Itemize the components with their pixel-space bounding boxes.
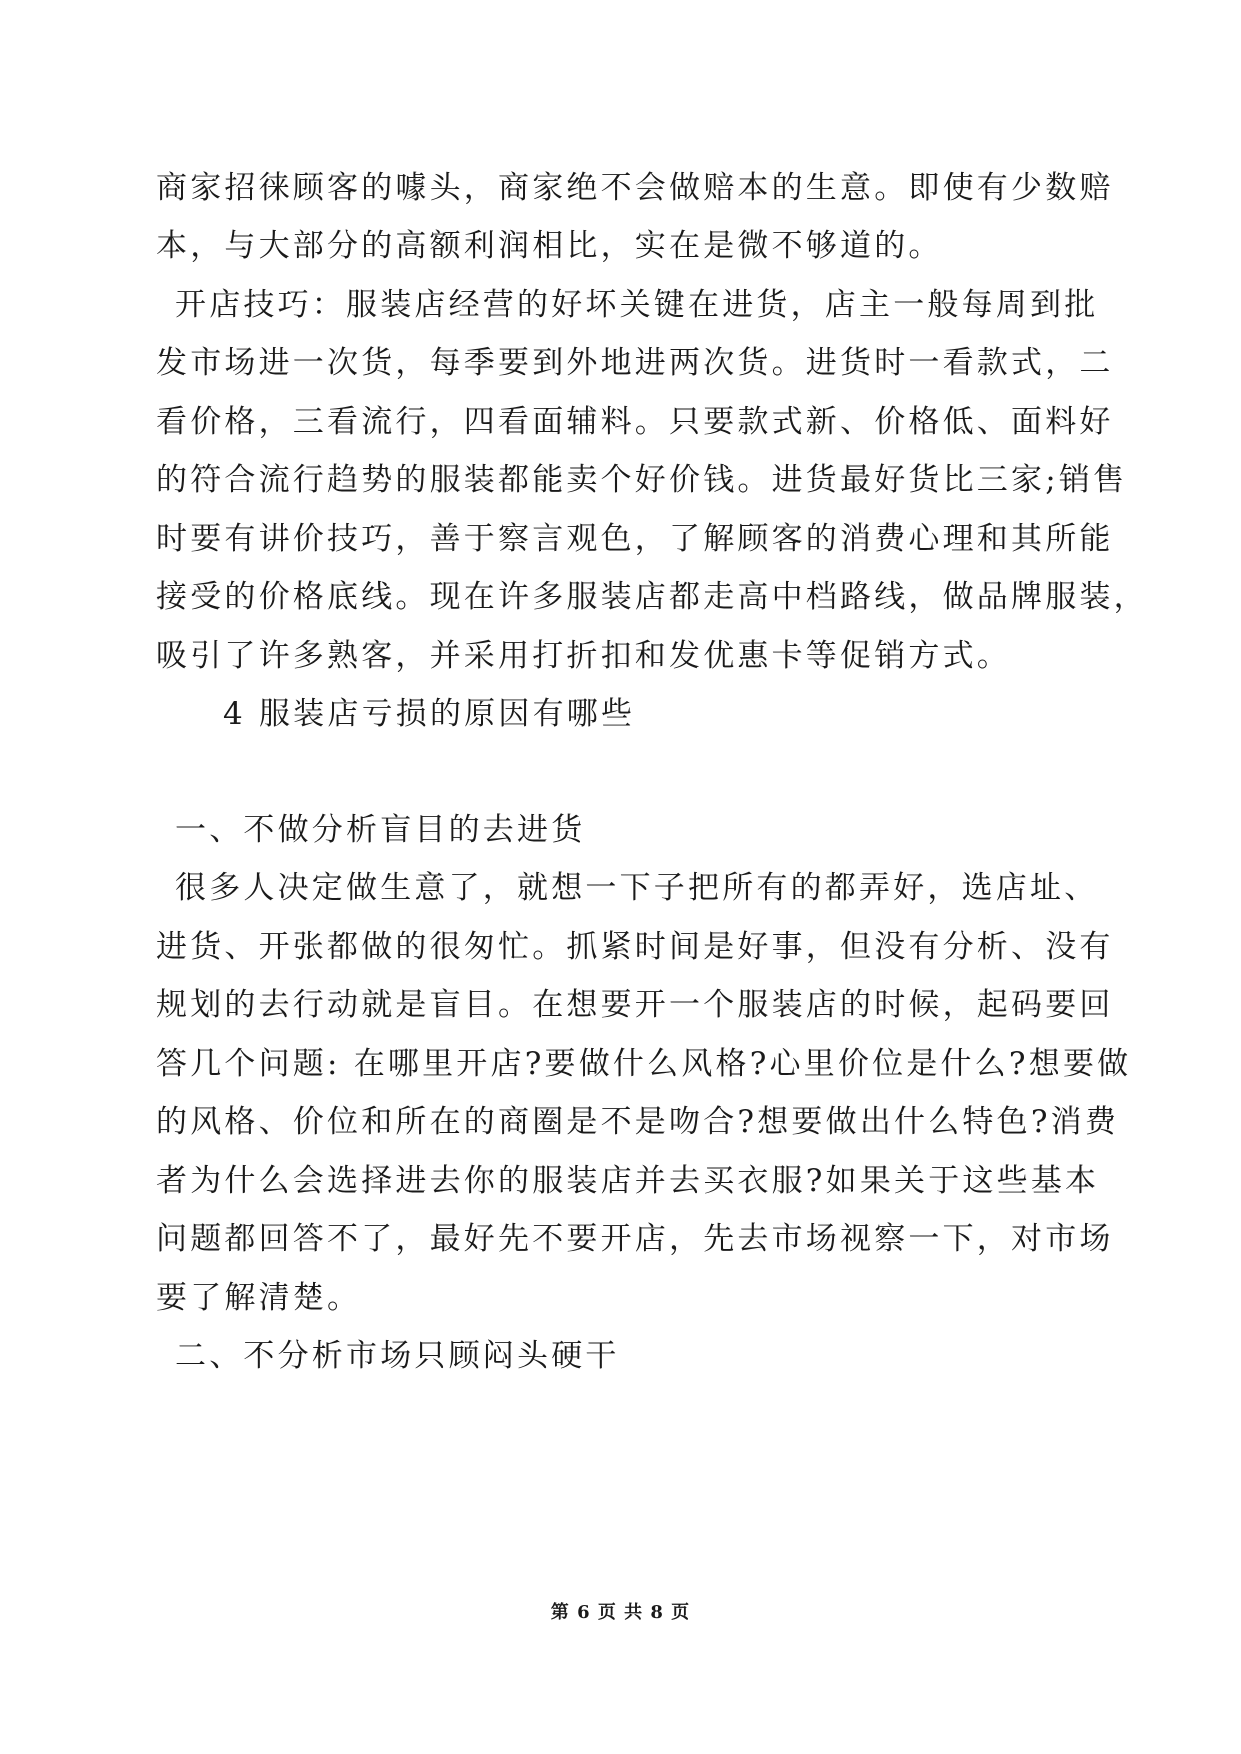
text-line: 问题都回答不了，最好先不要开店，先去市场视察一下，对市场 <box>156 1221 1114 1257</box>
page-number-footer: 第 6 页 共 8 页 <box>550 1602 691 1623</box>
text-line: 时要有讲价技巧，善于察言观色，了解顾客的消费心理和其所能 <box>156 521 1114 557</box>
text-line: 本，与大部分的高额利润相比，实在是微不够道的。 <box>156 228 943 264</box>
subsection-heading: 一、不做分析盲目的去进货 <box>175 812 586 848</box>
text-line: 开店技巧：服装店经营的好坏关键在进货，店主一般每周到批 <box>175 287 1099 323</box>
text-line: 接受的价格底线。现在许多服装店都走高中档路线，做品牌服装， <box>156 579 1148 615</box>
text-line: 的符合流行趋势的服装都能卖个好价钱。进货最好货比三家;销售 <box>156 462 1128 498</box>
text-line: 发市场进一次货，每季要到外地进两次货。进货时一看款式，二 <box>156 345 1114 381</box>
text-line: 看价格，三看流行，四看面辅料。只要款式新、价格低、面料好 <box>156 404 1114 440</box>
text-line: 商家招徕顾客的噱头，商家绝不会做赔本的生意。即使有少数赔 <box>156 170 1114 206</box>
text-line: 要了解清楚。 <box>156 1280 362 1316</box>
text-line: 进货、开张都做的很匆忙。抓紧时间是好事，但没有分析、没有 <box>156 929 1114 965</box>
text-line: 答几个问题: 在哪里开店?要做什么风格?心里价位是什么?想要做 <box>156 1046 1132 1082</box>
text-line: 吸引了许多熟客，并采用打折扣和发优惠卡等促销方式。 <box>156 638 1011 674</box>
subsection-heading: 二、不分析市场只顾闷头硬干 <box>175 1338 620 1374</box>
text-line: 的风格、价位和所在的商圈是不是吻合?想要做出什么特色?消费 <box>156 1104 1120 1140</box>
text-line: 很多人决定做生意了，就想一下子把所有的都弄好，选店址、 <box>175 870 1099 906</box>
text-line: 者为什么会选择进去你的服装店并去买衣服?如果关于这些基本 <box>156 1163 1100 1199</box>
text-line: 规划的去行动就是盲目。在想要开一个服装店的时候，起码要回 <box>156 987 1114 1023</box>
section-heading: 4 服装店亏损的原因有哪些 <box>223 696 636 732</box>
